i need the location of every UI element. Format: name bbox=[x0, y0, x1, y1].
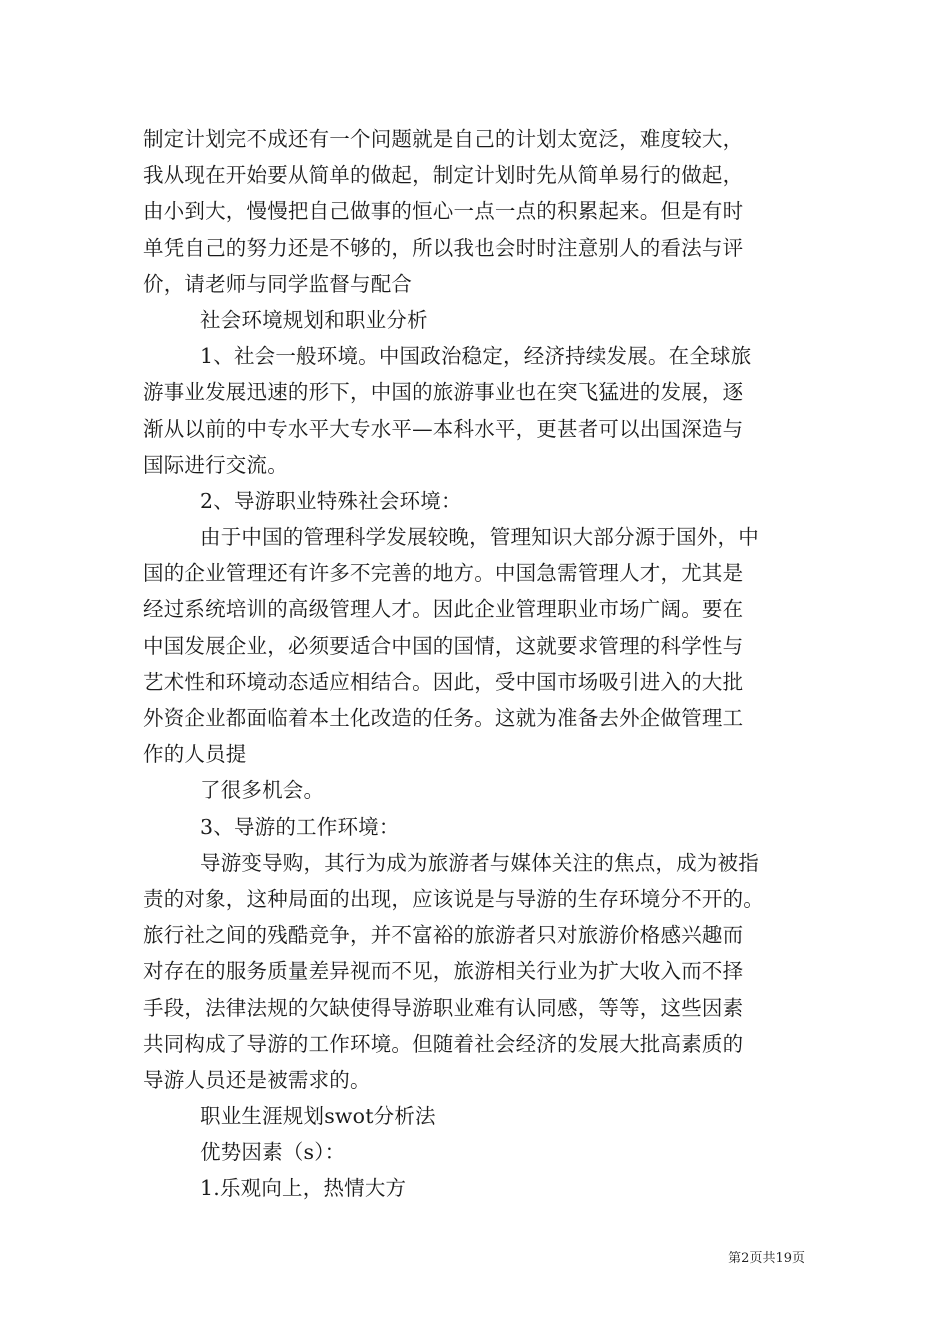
document-body bbox=[143, 121, 823, 1207]
text-line: 作的人员提 bbox=[143, 742, 247, 767]
text-line: 经过系统培训的高级管理人才。因此企业管理职业市场广阔。要在 bbox=[143, 597, 744, 622]
page-footer: 第2页共19页 bbox=[728, 1251, 805, 1266]
text-line: 我从现在开始要从简单的做起，制定计划时先从简单易行的做起， bbox=[143, 163, 744, 188]
text-line: 中国发展企业，必须要适合中国的国情，这就要求管理的科学性与 bbox=[143, 633, 744, 658]
text-line: 国的企业管理还有许多不完善的地方。中国急需管理人才，尤其是 bbox=[143, 561, 744, 586]
text-line: 1、社会一般环境。中国政治稳定，经济持续发展。在全球旅 bbox=[200, 344, 752, 369]
text-line: 艺术性和环境动态适应相结合。因此，受中国市场吸引进入的大批 bbox=[143, 669, 744, 694]
text-line: 渐从以前的中专水平大专水平—本科水平，更甚者可以出国深造与 bbox=[143, 416, 744, 441]
text-line: 共同构成了导游的工作环境。但随着社会经济的发展大批高素质的 bbox=[143, 1031, 744, 1056]
text-line: 了很多机会。 bbox=[200, 778, 325, 803]
text-line: 优势因素（s）： bbox=[200, 1140, 346, 1165]
text-line: 导游变导购，其行为成为旅游者与媒体关注的焦点，成为被指 bbox=[200, 850, 759, 875]
text-line: 责的对象，这种局面的出现，应该说是与导游的生存环境分不开的。 bbox=[143, 886, 764, 911]
text-line: 2、导游职业特殊社会环境： bbox=[200, 488, 462, 513]
text-line: 对存在的服务质量差异视而不见，旅游相关行业为扩大收入而不择 bbox=[143, 959, 744, 984]
text-line: 由小到大，慢慢把自己做事的恒心一点一点的积累起来。但是有时 bbox=[143, 199, 744, 224]
text-line: 旅行社之间的残酷竞争，并不富裕的旅游者只对旅游价格感兴趣而 bbox=[143, 923, 744, 948]
text-line: 游事业发展迅速的形下，中国的旅游事业也在突飞猛进的发展，逐 bbox=[143, 380, 744, 405]
text-line: 由于中国的管理科学发展较晚，管理知识大部分源于国外，中 bbox=[200, 525, 759, 550]
text-line: 1.乐观向上，热情大方 bbox=[200, 1176, 407, 1201]
text-line: 价，请老师与同学监督与配合 bbox=[143, 271, 413, 296]
text-line: 外资企业都面临着本土化改造的任务。这就为准备去外企做管理工 bbox=[143, 706, 744, 730]
text-line: 手段，法律法规的欠缺使得导游职业难有认同感，等等，这些因素 bbox=[143, 995, 744, 1020]
text-line: 社会环境规划和职业分析 bbox=[200, 307, 428, 332]
text-line: 国际进行交流。 bbox=[143, 452, 288, 477]
text-line: 导游人员还是被需求的。 bbox=[143, 1067, 371, 1092]
text-line: 单凭自己的努力还是不够的，所以我也会时时注意别人的看法与评 bbox=[143, 235, 744, 260]
text-line: 3、导游的工作环境： bbox=[200, 814, 400, 839]
text-line: 制定计划完不成还有一个问题就是自己的计划太宽泛，难度较大， bbox=[143, 127, 744, 151]
text-line: 职业生涯规划swot分析法 bbox=[200, 1104, 436, 1129]
